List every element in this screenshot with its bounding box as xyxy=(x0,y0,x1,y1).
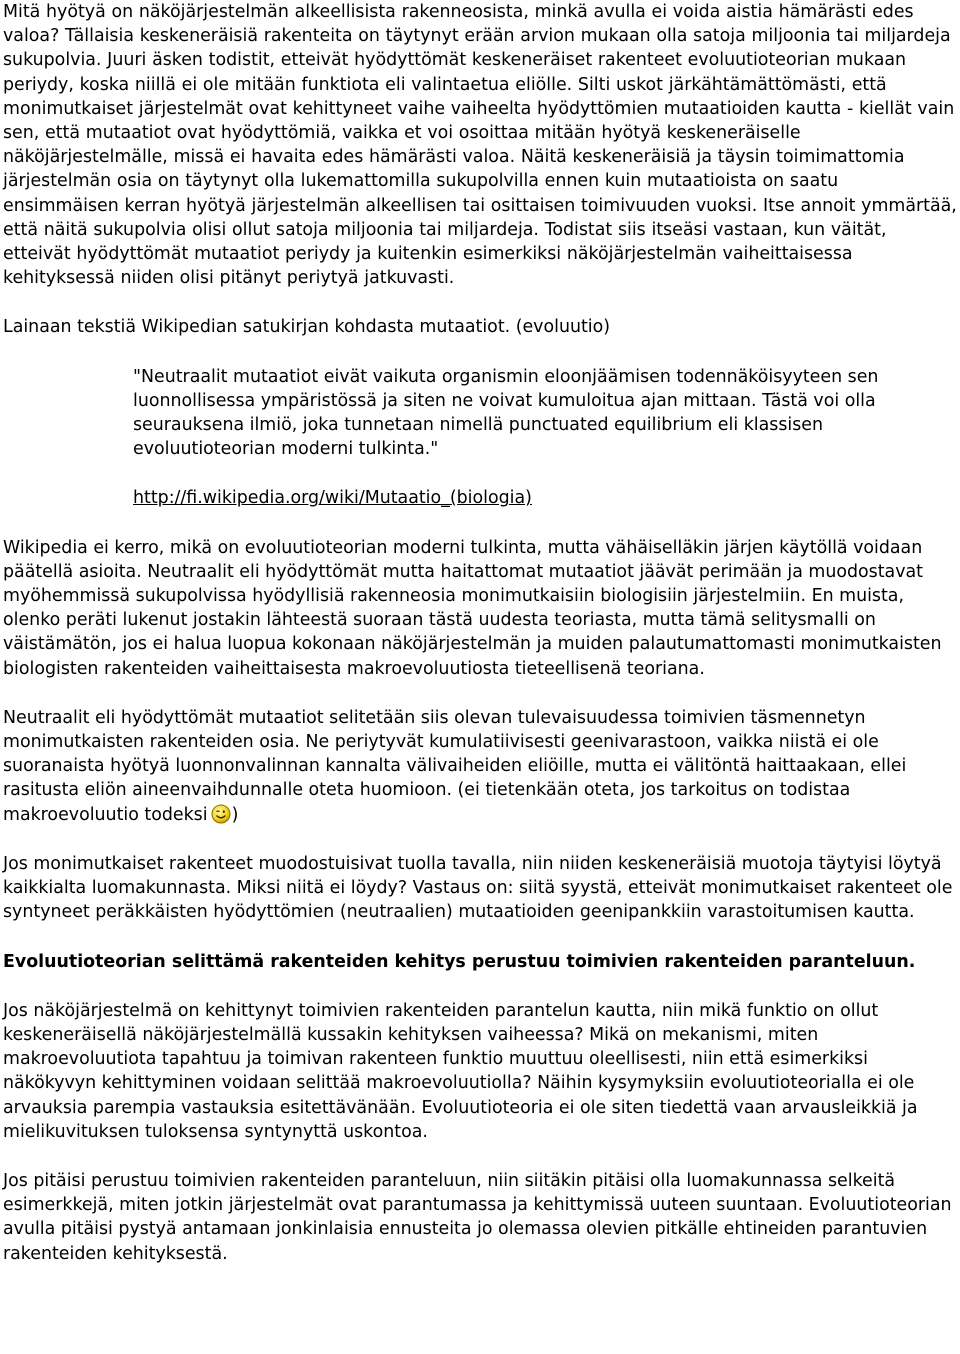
paragraph-neutral-mutations-close: ) xyxy=(231,804,239,825)
paragraph-gap xyxy=(3,290,958,315)
paragraph-wikipedia-intro: Lainaan tekstiä Wikipedian satukirjan kohdasta mutaatiot. (evoluutio) xyxy=(3,317,611,338)
wikipedia-link-line xyxy=(133,486,958,510)
paragraph-gap xyxy=(3,461,958,486)
bold-section-heading: Evoluutioteorian selittämä rakenteiden kehitys perustuu toimivien rakenteiden paranteluun. xyxy=(3,951,916,972)
paragraph-neutral-mutations-text: Neutraalit eli hyödyttömät mutaatiot selitetään siis olevan tulevaisuudessa toimivien täsmennetyn monimutkaisten rakenteiden osia. Ne periytyvät kumulatiivisesti geenivarastoon, vaikka niistä ei ole suoranaista hyötyä luonnonvalinnan kannalta välivaiheiden eliöille, mutta ei välitöntä haittaakaan, ellei rasitusta eliön aineenvaihdunnalle oteta huomioon. (ei tietenkään oteta, jos tarkoitus on todistaa makroevoluutio todeksi xyxy=(3,707,907,825)
paragraph-useless-intermediate-structures: Mitä hyötyä on näköjärjestelmän alkeellisista rakenneosista, minkä avulla ei voida aistia hämärästi edes valoa? Tällaisia keskeneräisiä rakenteita on täytynyt erään arvion mukaan olla satoja miljoonia tai miljardeja sukupolvia. Juuri äsken todistit, etteivät hyödyttömät keskeneräiset rakenteet evoluutioteorian mukaan periydy, koska niillä ei ole mitään funktiota eli valintaetua eliölle. Silti uskot järkähtämättömästi, että monimutkaiset järjestelmät ovat kehittyneet vaihe vaiheelta hyödyttömien mutaatioiden kautta - kiellät vain sen, että mutaatiot ovat hyödyttömiä, vaikka et voi osoittaa mitään hyötyä keskeneräiselle näköjärjestelmälle, missä ei havaita edes hämärästi valoa. Näitä keskeneräisiä ja täysin toimimattomia järjestelmän osia on täytynyt olla lukemattomilla sukupolvilla ennen kuin mutaatioista on saatu ensimmäisen kerran hyötyä järjestelmän alkeellisen tai osittaisen toimivuuden vuoksi. Itse annoit ymmärtää, että näitä sukupolvia olisi ollut satoja miljoonia tai miljardeja. Todistat siis itseäsi vastaan, kun väität, etteivät hyödyttömät mutaatiot periydy ja kuitenkin esimerkiksi näköjärjestelmän vaiheittaisessa kehityksessä niiden olisi pitänyt periytyä jatkuvasti. xyxy=(3,2,957,289)
paragraph-missing-forms: Jos monimutkaiset rakenteet muodostuisivat tuolla tavalla, niin niiden keskeneräisiä muotoja täytyisi löytyä kaikkialta luomakunnasta. Miksi niitä ei löydy? Vastaus on: siitä syystä, etteivät monimutkaiset rakenteet ole syntyneet peräkkäisten hyödyttömien (neutraalien) mutaatioiden geenipankkiin varastoitumisen kautta. xyxy=(3,853,953,923)
paragraph-gap xyxy=(3,974,958,999)
paragraph-gap xyxy=(3,511,958,536)
forum-post-body xyxy=(3,0,958,1266)
wikipedia-quote: "Neutraalit mutaatiot eivät vaikuta organismin eloonjäämisen todennäköisyyteen sen luonnollisessa ympäristössä ja siten ne voivat kumuloitua ajan mittaan. Tästä voi olla seurauksena ilmiö, joka tunnetaan nimellä punctuated equilibrium eli klassisen evoluutioteorian moderni tulkinta." xyxy=(133,366,879,460)
paragraph-gap xyxy=(3,681,958,706)
winking-smiley-icon xyxy=(211,804,231,824)
wikipedia-link[interactable]: http://fi.wikipedia.org/wiki/Mutaatio_(biologia) xyxy=(133,488,532,509)
paragraph-modern-interpretation: Wikipedia ei kerro, mikä on evoluutioteorian moderni tulkinta, mutta vähäiselläkin järjen käytöllä voidaan päätellä asioita. Neutraalit eli hyödyttömät mutta haitattomat mutaatiot jäävät perimään ja muodostavat myöhemmissä sukupolvissa hyödyllisiä rakenneosia monimutkaisiin biologisiin järjestelmiin. En muista, olenko peräti lukenut jostakin lähteestä suoraan tästä uudesta teoriasta, mutta tämä selitysmalli on väistämätön, jos ei halua luopua kokonaan näköjärjestelmän ja muiden palautumattomasti monimutkaisten biologisten rakenteiden vaiheittaisesta makroevoluutiosta tieteellisenä teoriana. xyxy=(3,537,942,679)
paragraph-predictions: Jos pitäisi perustuu toimivien rakenteiden paranteluun, niin siitäkin pitäisi olla luomakunnassa selkeitä esimerkkejä, miten jotkin järjestelmät ovat parantumassa ja kehittymissä uuteen suuntaan. Evoluutioteorian avulla pitäisi pystyä antamaan jonkinlaisia ennusteita jo olemassa olevien pitkälle ehtineiden parantuvien rakenteiden kehityksestä. xyxy=(3,1170,952,1264)
paragraph-gap xyxy=(3,340,958,365)
paragraph-eye-function: Jos näköjärjestelmä on kehittynyt toimivien rakenteiden parantelun kautta, niin mikä funktio on ollut keskeneräisellä näköjärjestelmällä kussakin kehityksen vaiheessa? Mikä on mekanismi, miten makroevoluutiota tapahtuu ja toimivan rakenteen funktio muuttuu oleellisesti, niin että esimerkiksi näkökyvyn kehittyminen voidaan selittää makroevoluutiolla? Näihin kysymyksiin evoluutioteorialla ei ole arvauksia parempia vastauksia esitettävänään. Evoluutioteoria ei ole siten tiedettä vaan arvausleikkiä ja mielikuvituksen tuloksensa syntynyttä uskontoa. xyxy=(3,1000,918,1142)
paragraph-gap xyxy=(3,925,958,950)
paragraph-neutral-mutations xyxy=(3,706,958,827)
paragraph-gap xyxy=(3,1144,958,1169)
paragraph-gap xyxy=(3,827,958,852)
